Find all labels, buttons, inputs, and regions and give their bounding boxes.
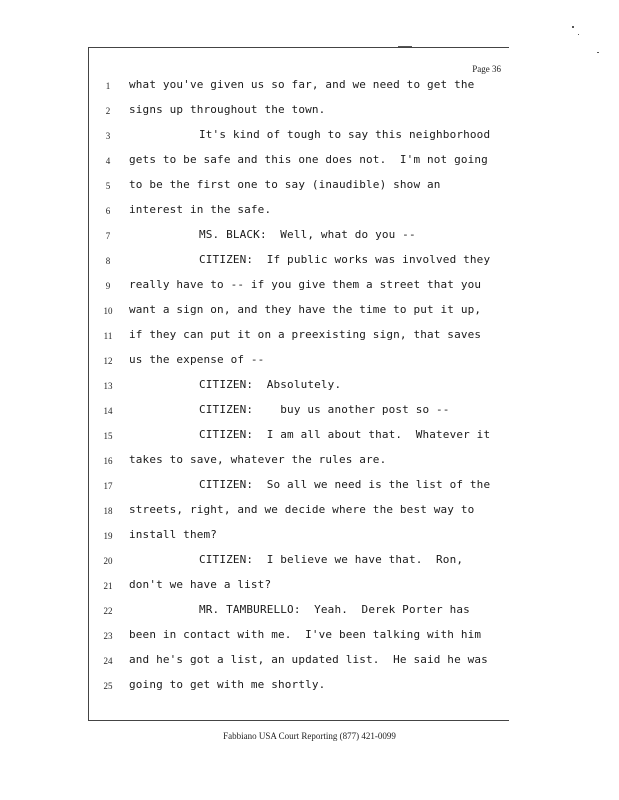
line-number: 17 xyxy=(103,481,113,491)
line-number: 2 xyxy=(105,106,111,116)
scan-speck xyxy=(578,34,579,35)
line-number: 20 xyxy=(103,556,113,566)
transcript-line xyxy=(89,653,509,673)
line-text: CITIZEN: buy us another post so -- xyxy=(199,403,450,416)
transcript-line xyxy=(89,278,509,298)
line-text: going to get with me shortly. xyxy=(129,678,326,691)
line-number: 8 xyxy=(105,256,111,266)
line-number: 25 xyxy=(103,681,113,691)
line-number: 4 xyxy=(105,156,111,166)
transcript-line xyxy=(89,453,509,473)
transcript-line xyxy=(89,153,509,173)
transcript-line xyxy=(89,628,509,648)
line-text: been in contact with me. I've been talking with him xyxy=(129,628,482,641)
transcript-line xyxy=(89,403,509,423)
line-number: 21 xyxy=(103,581,113,591)
line-number: 3 xyxy=(105,131,111,141)
scan-speck xyxy=(398,46,412,47)
line-number: 11 xyxy=(103,331,113,341)
transcript-page xyxy=(88,47,509,721)
transcript-line xyxy=(89,178,509,198)
line-number: 16 xyxy=(103,456,113,466)
line-number: 23 xyxy=(103,631,113,641)
line-text: really have to -- if you give them a street that you xyxy=(129,278,482,291)
line-number: 5 xyxy=(105,181,111,191)
transcript-line xyxy=(89,353,509,373)
line-text: us the expense of -- xyxy=(129,353,265,366)
line-text: It's kind of tough to say this neighborhood xyxy=(199,128,491,141)
line-number: 13 xyxy=(103,381,113,391)
line-text: CITIZEN: So all we need is the list of the xyxy=(199,478,491,491)
line-number: 1 xyxy=(105,81,111,91)
line-number: 7 xyxy=(105,231,111,241)
line-number: 14 xyxy=(103,406,113,416)
scan-speck xyxy=(572,26,574,28)
transcript-line xyxy=(89,478,509,498)
transcript-line xyxy=(89,503,509,523)
line-text: CITIZEN: I am all about that. Whatever it xyxy=(199,428,491,441)
transcript-line xyxy=(89,203,509,223)
line-text: CITIZEN: Absolutely. xyxy=(199,378,342,391)
transcript-line xyxy=(89,78,509,98)
line-number: 10 xyxy=(103,306,113,316)
line-number: 24 xyxy=(103,656,113,666)
line-text: MS. BLACK: Well, what do you -- xyxy=(199,228,416,241)
line-number: 6 xyxy=(105,206,111,216)
transcript-line xyxy=(89,553,509,573)
transcript-line xyxy=(89,103,509,123)
line-text: install them? xyxy=(129,528,218,541)
line-number: 18 xyxy=(103,506,113,516)
scan-speck xyxy=(597,52,599,53)
court-reporter-footer: Fabbiano USA Court Reporting (877) 421-0099 xyxy=(223,731,396,741)
line-text: CITIZEN: If public works was involved they xyxy=(199,253,491,266)
transcript-line xyxy=(89,578,509,598)
transcript-line xyxy=(89,428,509,448)
line-number: 19 xyxy=(103,531,113,541)
transcript-line xyxy=(89,378,509,398)
page-number: Page 36 xyxy=(472,64,501,74)
line-number: 15 xyxy=(103,431,113,441)
line-number: 9 xyxy=(105,281,111,291)
line-text: takes to save, whatever the rules are. xyxy=(129,453,387,466)
line-text: CITIZEN: I believe we have that. Ron, xyxy=(199,553,464,566)
transcript-line xyxy=(89,228,509,248)
transcript-line xyxy=(89,678,509,698)
line-number: 12 xyxy=(103,356,113,366)
transcript-line xyxy=(89,128,509,148)
transcript-line xyxy=(89,603,509,623)
line-text: and he's got a list, an updated list. He said he was xyxy=(129,653,488,666)
line-text: interest in the safe. xyxy=(129,203,272,216)
transcript-line xyxy=(89,528,509,548)
line-text: if they can put it on a preexisting sign, that saves xyxy=(129,328,482,341)
line-number: 22 xyxy=(103,606,113,616)
transcript-line xyxy=(89,303,509,323)
transcript-line xyxy=(89,328,509,348)
line-text: gets to be safe and this one does not. I'm not going xyxy=(129,153,488,166)
line-text: want a sign on, and they have the time to put it up, xyxy=(129,303,482,316)
line-text: what you've given us so far, and we need to get the xyxy=(129,78,475,91)
line-text: to be the first one to say (inaudible) show an xyxy=(129,178,441,191)
line-text: streets, right, and we decide where the best way to xyxy=(129,503,475,516)
line-text: MR. TAMBURELLO: Yeah. Derek Porter has xyxy=(199,603,470,616)
line-text: signs up throughout the town. xyxy=(129,103,326,116)
transcript-line xyxy=(89,253,509,273)
line-text: don't we have a list? xyxy=(129,578,272,591)
